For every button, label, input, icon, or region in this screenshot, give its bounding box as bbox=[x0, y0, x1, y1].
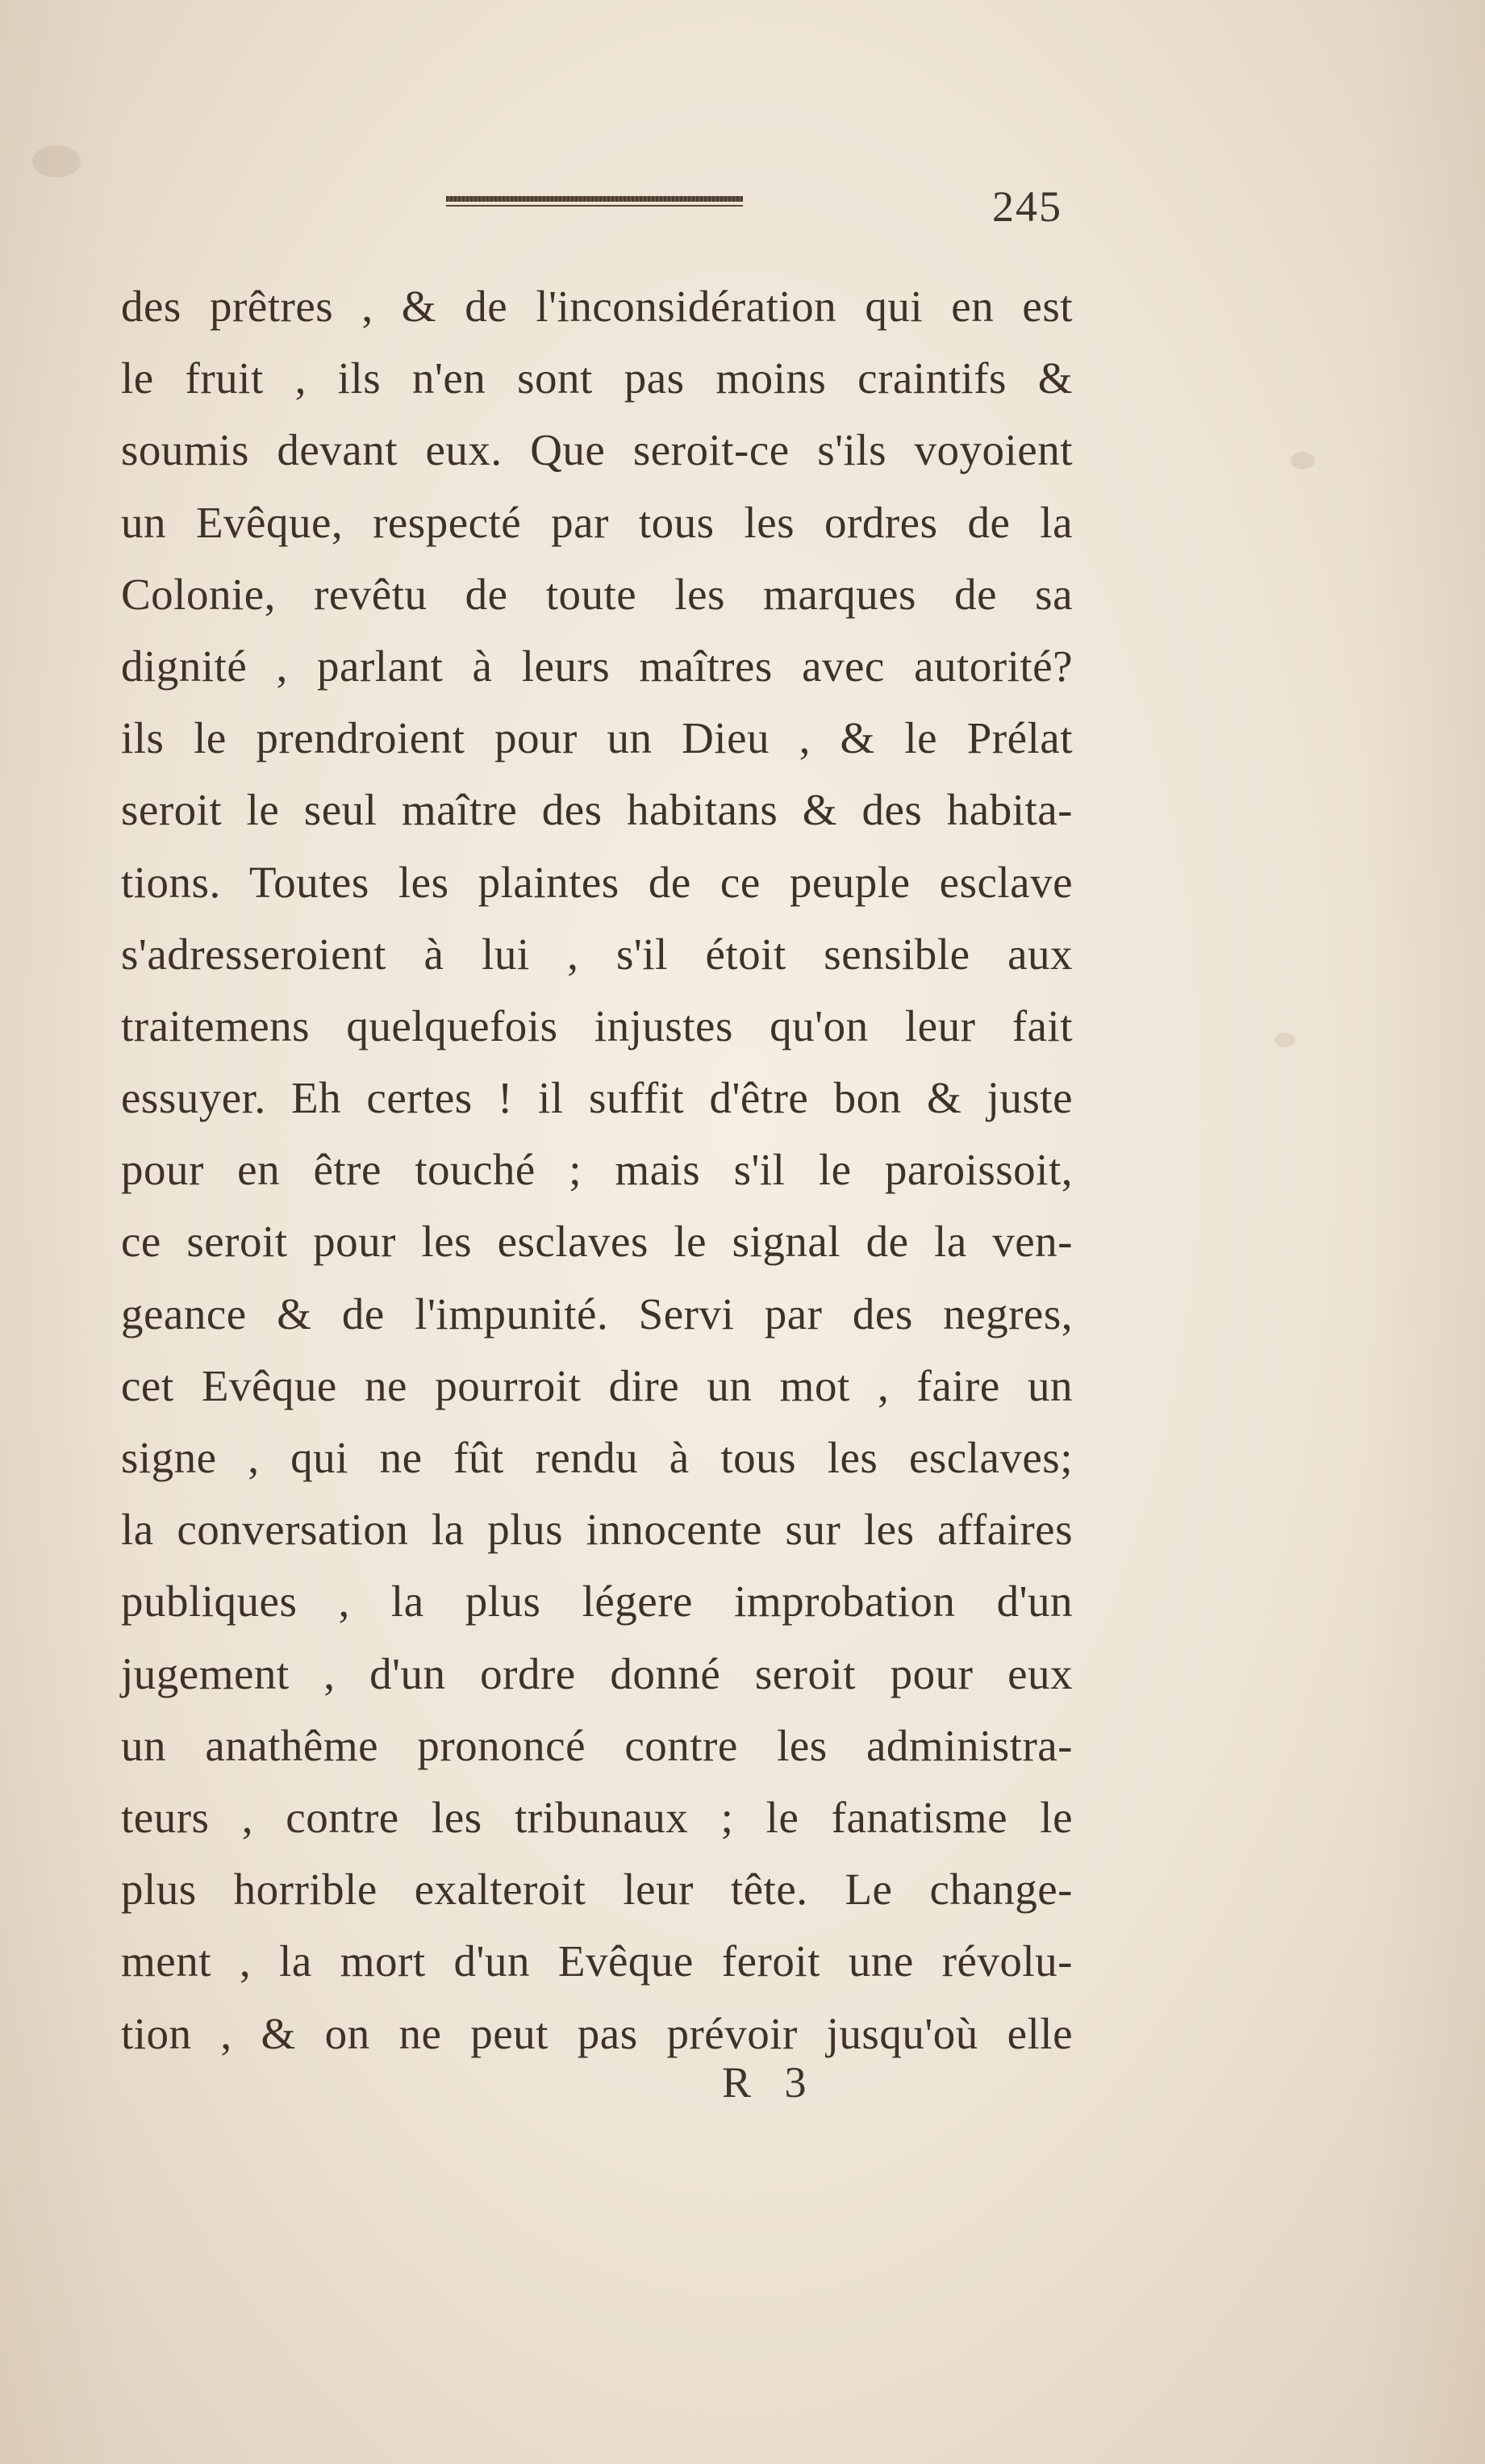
text-line: ils le prendroient pour un Dieu , & le Prélat bbox=[121, 713, 1073, 763]
text-line: un Evêque, respecté par tous les ordres de la bbox=[121, 497, 1073, 547]
text-line: le fruit , ils n'en sont pas moins craintifs & bbox=[121, 353, 1073, 403]
page-number: 245 bbox=[992, 182, 1062, 231]
paper-stain bbox=[32, 145, 81, 177]
text-line: la conversation la plus innocente sur les affaires bbox=[121, 1505, 1073, 1555]
text-line: cet Evêque ne pourroit dire un mot , faire un bbox=[121, 1360, 1073, 1410]
text-line: jugement , d'un ordre donné seroit pour eux bbox=[121, 1648, 1073, 1698]
text-line: tions. Toutes les plaintes de ce peuple esclave bbox=[121, 857, 1073, 907]
text-line: pour en être touché ; mais s'il le paroissoit, bbox=[121, 1145, 1073, 1195]
text-line: publiques , la plus légere improbation d'un bbox=[121, 1577, 1073, 1627]
signature-mark: R 3 bbox=[722, 2058, 818, 2107]
paper-stain bbox=[1274, 1033, 1295, 1047]
text-line: plus horrible exalteroit leur tête. Le change- bbox=[121, 1865, 1073, 1915]
text-line: teurs , contre les tribunaux ; le fanatisme le bbox=[121, 1792, 1073, 1842]
text-line: un anathême prononcé contre les administra- bbox=[121, 1720, 1073, 1770]
text-line: geance & de l'impunité. Servi par des negres, bbox=[121, 1288, 1073, 1338]
text-line: tion , & on ne peut pas prévoir jusqu'où elle bbox=[121, 2008, 1073, 2058]
text-line: Colonie, revêtu de toute les marques de sa bbox=[121, 569, 1073, 619]
text-line: ce seroit pour les esclaves le signal de la ven- bbox=[121, 1217, 1073, 1267]
header-rule-thick bbox=[446, 196, 743, 202]
text-line: signe , qui ne fût rendu à tous les esclaves; bbox=[121, 1433, 1073, 1482]
text-line: s'adresseroient à lui , s'il étoit sensible aux bbox=[121, 929, 1073, 979]
paper-stain bbox=[1291, 452, 1315, 470]
text-line: ment , la mort d'un Evêque feroit une révolu- bbox=[121, 1936, 1073, 1986]
text-line: dignité , parlant à leurs maîtres avec autorité? bbox=[121, 641, 1073, 691]
text-line: des prêtres , & de l'inconsidération qui en est bbox=[121, 282, 1073, 331]
text-line: seroit le seul maître des habitans & des habita- bbox=[121, 785, 1073, 835]
text-line: essuyer. Eh certes ! il suffit d'être bon & juste bbox=[121, 1073, 1073, 1123]
text-line: traitemens quelquefois injustes qu'on leur fait bbox=[121, 1000, 1073, 1050]
text-line: soumis devant eux. Que seroit-ce s'ils voyoient bbox=[121, 425, 1073, 475]
header-rule bbox=[446, 196, 743, 207]
body-text bbox=[121, 270, 1073, 2069]
header-rule-thin bbox=[446, 205, 743, 207]
